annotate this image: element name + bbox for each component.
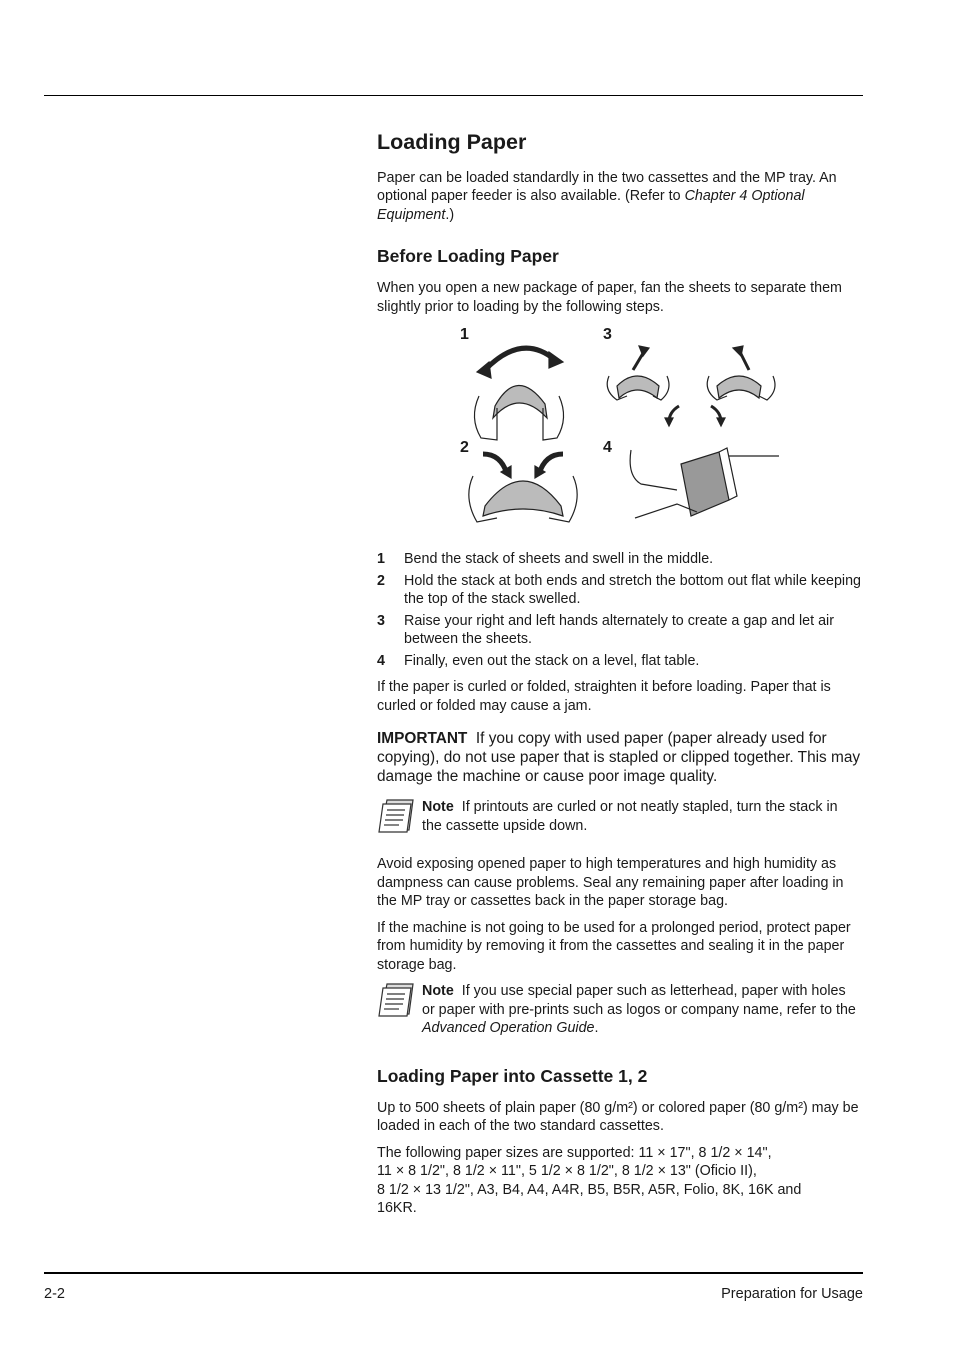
figure-label-4: 4 (603, 439, 612, 457)
step-item: 2 Hold the stack at both ends and stretch the bottom out flat while keeping the top of the stack swelled. (377, 572, 861, 608)
important-label: IMPORTANT (377, 730, 468, 748)
storage-paragraph: If the machine is not going to be used for a prolonged period, protect paper from humidity by removing it from the cassettes and sealing it in the paper storage bag. (377, 919, 851, 973)
figure-label-3: 3 (603, 326, 612, 344)
step-item: 4 Finally, even out the stack on a level, flat table. (377, 652, 700, 669)
humidity-paragraph: Avoid exposing opened paper to high temperatures and high humidity as dampness can cause problems. Seal any remaining paper after loading in the MP tray or cassettes back in the paper storage bag. (377, 856, 844, 910)
chapter-reference: Chapter 4 Optional Equipment (377, 188, 805, 223)
curl-paragraph: If the paper is curled or folded, straighten it before loading. Paper that is curled or folded may cause a jam. (377, 679, 831, 714)
note-block (377, 982, 861, 1038)
step-item: 1 Bend the stack of sheets and swell in the middle. (377, 551, 714, 568)
page-number: 2-2 (44, 1286, 65, 1302)
before-loading-heading: Before Loading Paper (377, 246, 559, 267)
note-text: Note If you use special paper such as letterhead, paper with holes or paper with pre-prints such as logos or company name, refer to the Advanced Operation Guide. (422, 983, 856, 1037)
cassette-capacity-paragraph: Up to 500 sheets of plain paper (80 g/m²) or colored paper (80 g/m²) may be loaded in each of the two standard cassettes. (377, 1099, 859, 1135)
figure-label-1: 1 (460, 326, 469, 344)
note-text: Note If printouts are curled or not neatly stapled, turn the stack in the cassette upside down. (422, 799, 838, 834)
paper-sizes-paragraph: The following paper sizes are supported: 11 × 17", 8 1/2 × 14", 11 × 8 1/2", 8 1/2 × 11", 5 1/2 × 8 1/2", 8 1/2 × 13" (Oficio II), 8 1/2 × 13 1/2", A3, B4, A4, A4R, B5, B5R, A5R, Folio, 8K, 16K and 16KR. (377, 1144, 802, 1217)
step-item: 3 Raise your right and left hands alternately to create a gap and let air between the sheets. (377, 612, 834, 648)
note-label: Note (422, 799, 454, 816)
guide-reference: Advanced Operation Guide (422, 1020, 595, 1037)
important-paragraph: IMPORTANT If you copy with used paper (paper already used for copying), do not use paper that is stapled or clipped together. This may damage the machine or cause poor image quality. (377, 730, 861, 786)
footer-section-title: Preparation for Usage (721, 1286, 863, 1302)
fanning-illustration (377, 326, 861, 538)
cassette-heading: Loading Paper into Cassette 1, 2 (377, 1065, 648, 1086)
note-block (377, 798, 861, 835)
figure-label-2: 2 (460, 439, 469, 457)
steps-list (377, 550, 861, 670)
intro-paragraph: Paper can be loaded standardly in the two cassettes and the MP tray. An optional paper feeder is also available. (Refer to Chapter 4 Optional Equipment.) (377, 169, 837, 223)
note-label: Note (422, 983, 454, 1000)
footer-rule (44, 1272, 863, 1274)
section-title: Loading Paper (377, 130, 527, 154)
main-content (377, 130, 861, 1226)
fanning-drawing (377, 326, 861, 538)
note-icon (377, 798, 417, 834)
before-intro: When you open a new package of paper, fan the sheets to separate them slightly prior to loading by the following steps. (377, 280, 842, 315)
note-icon (377, 982, 417, 1018)
header-rule (44, 95, 863, 96)
